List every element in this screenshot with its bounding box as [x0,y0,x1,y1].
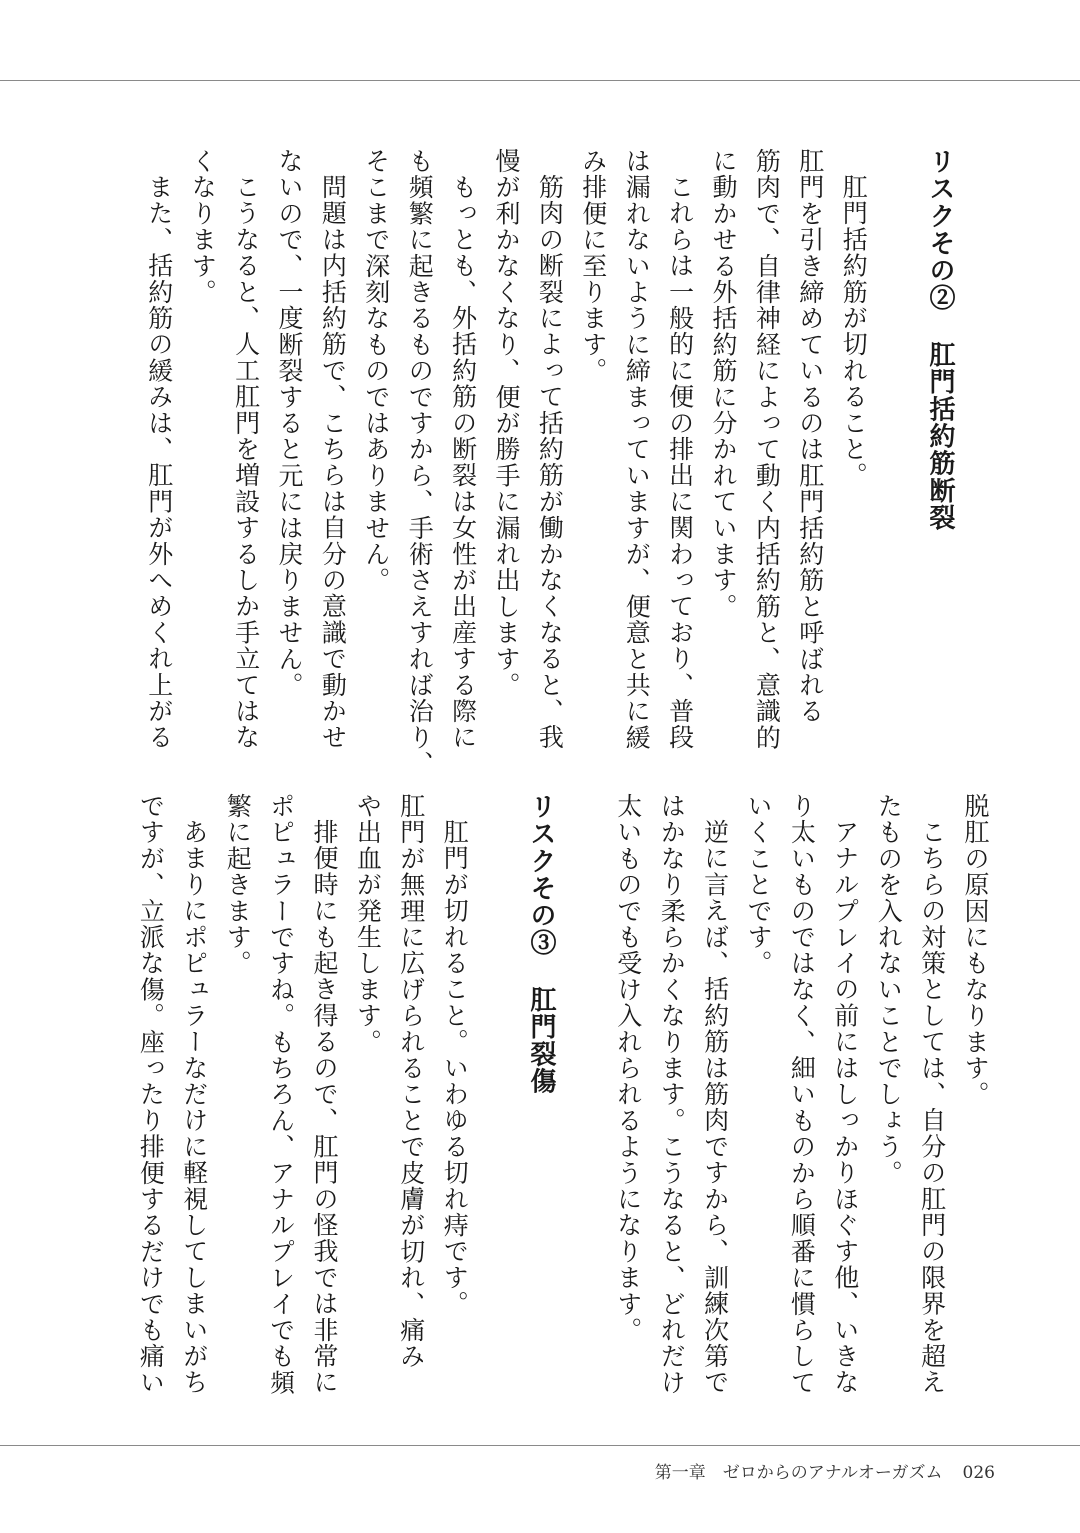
text-line: 筋肉で、自律神経によって動く内括約筋と、意識的 [752,148,782,751]
heading-title: 肛門括約筋断裂 [925,341,955,532]
section-heading [521,793,561,1095]
section-heading [920,148,960,532]
text-line: 問題は内括約筋で、こちらは自分の意識で動かせ [318,174,348,751]
text-line: は漏れないように締まっていますが、便意と共に緩 [622,148,652,751]
chapter-title: 第一章 ゼロからのアナルオーガズム [654,1463,943,1483]
text-line: み排便に至ります。 [578,148,608,384]
text-line: 肛門が切れること。いわゆる切れ痔です。 [440,819,470,1317]
running-footer [655,1458,995,1483]
heading-label: リスクその② [925,148,955,312]
text-line: 肛門が無理に広げられることで皮膚が切れ、痛み [396,793,426,1370]
text-line: たものを入れないことでしょう。 [874,793,904,1186]
text-line: 繁に起きます。 [223,793,253,977]
page-number: 026 [962,1463,995,1483]
text-line: はかなり柔らかくなります。こうなると、どれだけ [657,793,687,1396]
text-line: や出血が発生します。 [353,793,383,1055]
text-line: ポピュラーですね。もちろん、アナルプレイでも頻 [266,793,296,1396]
text-line: も頻繁に起きるものですから、手術さえすれば治り、 [405,148,435,777]
text-line: 脱肛の原因にもなります。 [961,793,990,1108]
text-line: 筋肉の断裂によって括約筋が働かなくなると、我 [535,174,565,751]
text-line: 肛門を引き締めているのは肛門括約筋と呼ばれる [795,148,825,725]
text-line: もっとも、外括約筋の断裂は女性が出産する際に [448,174,478,751]
text-line: 肛門括約筋が切れること。 [839,174,869,489]
text-line: に動かせる外括約筋に分かれています。 [709,148,738,620]
text-line: 太いものでも受け入れられるようになります。 [613,793,643,1344]
text-line: ですが、立派な傷。座ったり排便するだけでも痛い [136,793,166,1396]
text-line: これらは一般的に便の排出に関わっており、普段 [665,174,695,751]
text-line: あまりにポピュラーなだけに軽視してしまいがち [179,819,209,1396]
text-line: アナルプレイの前にはしっかりほぐす他、いきな [830,819,860,1396]
text-line: こうなると、人工肛門を増設するしか手立てはな [231,174,261,751]
text-line: り太いものではなく、細いものから順番に慣らして [787,793,817,1396]
text-line: そこまで深刻なものではありません。 [361,148,391,594]
text-line: いくことです。 [744,793,773,977]
heading-label: リスクその③ [526,793,556,957]
text-line: また、括約筋の緩みは、肛門が外へめくれ上がる [144,174,174,751]
text-line: こちらの対策としては、自分の肛門の限界を超え [917,819,947,1396]
text-line: ないので、一度断裂すると元には戻りません。 [275,148,304,699]
text-line: 排便時にも起き得るので、肛門の怪我では非常に [310,819,339,1396]
text-line: 逆に言えば、括約筋は筋肉ですから、訓練次第で [700,819,730,1396]
text-line: 慢が利かなくなり、便が勝手に漏れ出します。 [492,148,521,699]
heading-title: 肛門裂傷 [526,986,556,1096]
top-rule [0,80,1080,81]
text-line: くなります。 [188,148,218,306]
bottom-rule [0,1445,1080,1446]
